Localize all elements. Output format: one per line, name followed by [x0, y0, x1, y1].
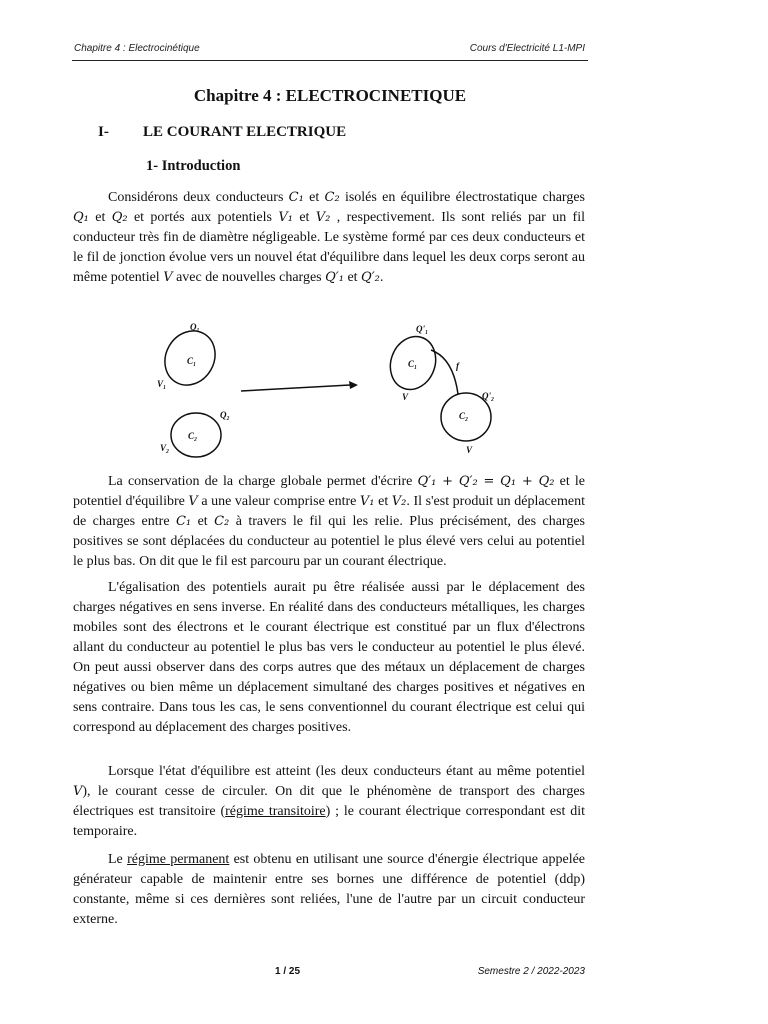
math-symbol: V₂	[315, 210, 331, 225]
chapter-title: Chapitre 4 : ELECTROCINETIQUE	[193, 86, 467, 105]
label-c1: C₁	[187, 356, 197, 366]
math-symbol: C₂	[214, 514, 230, 529]
header-rule	[72, 60, 588, 61]
label-c2: C₂	[188, 431, 198, 441]
math-symbol: C₁	[175, 514, 192, 529]
header-left: Chapitre 4 : Electrocinétique	[74, 43, 200, 54]
section-number: I-	[98, 124, 109, 140]
math-symbol: V₁	[278, 210, 293, 225]
conductors-figure	[150, 318, 510, 460]
label-c1-after: C₁	[408, 359, 418, 369]
math-symbol: V	[163, 270, 173, 285]
paragraph: Le régime permanent est obtenu en utilisant une source d'énergie électrique appelée générateur capable de maintenir entre ses bornes une différence de potentiel (ddp) constante, même si ces dernières sont reliées, l'une de l'autre par un circuit conducteur externe.	[73, 852, 586, 927]
math-symbol: V₁	[359, 494, 375, 509]
math-symbol: Q′₁	[325, 270, 344, 285]
page-number: 1 / 25	[275, 966, 301, 977]
label-q1: Q₁	[190, 322, 200, 332]
paragraph: Lorsque l'état d'équilibre est atteint (les deux conducteurs étant au même potentiel V), le courant cesse de circuler. On dit que le phénomène de transport des charges électriques est transitoire (régime transitoire) ; le courant électrique correspondant est dit temporaire.	[73, 764, 585, 839]
paragraph: La conservation de la charge globale permet d'écrire Q′₁ + Q′₂ = Q₁ + Q₂ et le potentiel d'équilibre V a une valeur comprise entre V₁ et V₂. Il s'est produit un déplacement de charges entre C₁ et C₂ à travers le fil qui les relie. Plus précisément, des charges positives se sont déplacées du conducteur au potentiel le plus élevé vers celui au potentiel le plus bas. On dit que le fil est parcouru par un courant électrique.	[73, 474, 585, 569]
label-c2-after: C₂	[459, 411, 469, 421]
paragraph: L'égalisation des potentiels aurait pu être réalisée aussi par le déplacement des charges négatives en sens inverse. En réalité dans des conducteurs métalliques, les charges mobiles sont des électrons et le courant électrique est constitué par un flux d'électrons allant du conducteur au potentiel le plus bas vers le conducteur au potentiel le plus élevé. On peut aussi observer dans des corps autres que des métaux un déplacement de charges négatives ou bien même un déplacement simultané des charges positives et négatives en sens contraire. Dans tous les cas, le sens conventionnel du courant électrique est celui qui correspond au déplacement des charges positives.	[73, 580, 585, 735]
section-heading	[98, 124, 346, 141]
math-symbol: Q′₂	[361, 270, 380, 285]
label-v2: V₂	[160, 443, 170, 453]
label-v1: V₁	[157, 379, 167, 389]
underlined-term: régime transitoire	[225, 804, 326, 819]
label-q1-prime: Q'₁	[416, 324, 429, 334]
math-symbol: Q′₁ + Q′₂ = Q₁ + Q₂	[417, 474, 555, 489]
label-q2: Q₂	[220, 410, 230, 420]
label-v-a: V	[402, 392, 409, 402]
math-symbol: C₁	[288, 190, 304, 205]
label-f: f	[456, 361, 459, 371]
section-title: LE COURANT ELECTRIQUE	[143, 124, 347, 140]
math-symbol: V₂	[391, 494, 407, 509]
math-symbol: C₂	[324, 190, 340, 205]
header-right: Cours d'Electricité L1-MPI	[469, 43, 585, 54]
label-v-b: V	[466, 445, 473, 455]
math-symbol: Q₂	[111, 210, 128, 225]
paragraph: Considérons deux conducteurs C₁ et C₂ isolés en équilibre électrostatique charges Q₁ et Q₂ et portés aux potentiels V₁ et V₂ , respectivement. Ils sont reliés par un fil conducteur très fin de diamètre négligeable. Le système formé par ces deux conducteurs et le fil de jonction évolue vers un nouvel état d'équilibre dans lequel les deux corps seront au même potentiel V avec de nouvelles charges Q′₁ et Q′₂.	[73, 190, 586, 285]
transition-arrow-shaft	[241, 385, 350, 391]
transition-arrow-head	[349, 381, 358, 389]
math-symbol: Q₁	[73, 210, 89, 225]
math-symbol: V	[188, 494, 198, 509]
semester-label: Semestre 2 / 2022-2023	[477, 966, 585, 977]
underlined-term: régime permanent	[127, 852, 230, 867]
subsection-heading: 1- Introduction	[146, 158, 241, 174]
math-symbol: V	[73, 784, 83, 799]
label-q2-prime: Q'₂	[482, 391, 495, 401]
